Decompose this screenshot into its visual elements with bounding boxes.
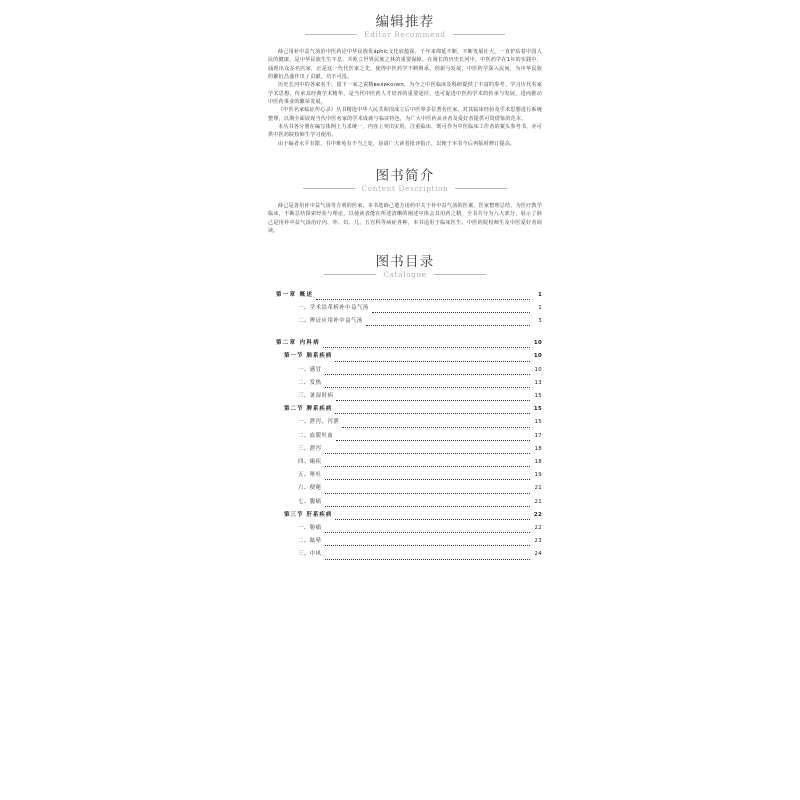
toc-entry-label: 六、便秘 [298,485,322,492]
paragraph: 历史长河中的各家名手，留下一家之说精великолеп，为今之中医临床及科研提供了丰富的参考。学习历代名家学术思想，传承其经典学术精华，是当代中医药人才培养的重要途径，也可促进中医药学术的传承与发展，进而推动中医药事业的繁荣发展。 [268,82,542,106]
toc-entry-label: 一、感冒 [298,366,322,373]
rule-left [324,274,376,275]
toc-entry-item[interactable] [268,315,542,328]
toc-entry-section[interactable] [268,509,542,522]
toc-entry-item[interactable] [268,390,542,403]
catalogue-subtitle: Catalogue [383,269,427,279]
catalogue-title: 图书目录 [375,253,435,270]
toc-dot-leader [366,324,530,326]
toc-entry-item[interactable] [268,548,542,561]
content-description-section [268,168,542,235]
toc-entry-item[interactable] [268,416,542,429]
toc-entry-item[interactable] [268,456,542,469]
toc-dot-leader [372,311,530,313]
toc-entry-label: 四、痢疾 [298,458,322,465]
rule-left [305,34,357,35]
toc-dot-leader [325,505,530,507]
content-description-title: 图书简介 [375,168,435,185]
toc-dot-leader [316,298,530,300]
toc-entry-page: 18 [534,458,542,465]
toc-entry-item[interactable] [268,364,542,377]
toc-entry-page: 15 [534,419,542,426]
toc-entry-label: 二、发热 [298,379,322,386]
toc-entry-page: 21 [534,498,542,505]
toc-dot-leader [323,346,530,348]
toc-entry-page: 17 [534,432,542,439]
toc-entry-label: 二、眩晕 [298,538,322,545]
toc-entry-page: 10 [533,353,542,360]
paragraph: 《中医名家临证传心录》丛书精选中华人民共和国成立后中医界多位著名医家，对其临床经验及学术思想进行系统整理，以期全面展现当代中医名家的学术成就与临证特色，为广大中医药从业者及爱好者提供可资借鉴的范本。 [268,107,542,122]
toc-entry-page: 24 [534,551,542,558]
toc-spacer [268,328,542,337]
content-description-heading [268,168,542,193]
toc-entry-page: 18 [534,445,542,452]
toc-entry-page: 1 [538,304,542,311]
toc-entry-item[interactable] [268,496,542,509]
editor-recommend-section [268,0,542,148]
toc-entry-item[interactable] [268,377,542,390]
editor-recommend-subtitle-row [268,30,542,39]
content-description-subtitle: Content Description [361,184,449,194]
toc-dot-leader [325,386,530,388]
editor-recommend-heading [268,14,542,39]
paragraph: 本丛书各分册在编写体例上力求统一，内容上突出实用，注重临床，既可作为中医临床工作者的案头参考书，亦可供中医药院校师生学习使用。 [268,124,542,139]
rule-right [434,274,486,275]
toc-entry-label: 五、呕吐 [298,472,322,479]
toc-entry-label: 三、泄泻 [298,445,322,452]
rule-right [453,34,505,35]
toc-entry-page: 3 [538,317,542,324]
toc-entry-item[interactable] [268,522,542,535]
paragraph: 薛己用补中益气汤治中医药论中华民族优áphic文化底蕴深，千年来绵延不断，不断发展壮大，一直护佑着中国人民的健康，是中华民族生生不息，并屹立世界民族之林的重要保障。在漫长的历史长河中，中医药学在1年的实践中，涌现出众多名医家，正是这一代代医家之先，使得中医药学不断继承、创新与发展，中医药学深入民间，为中华民族的繁衍昌盛作出了贡献，功不可没。 [268,49,542,81]
table-of-contents [268,289,542,562]
content-description-subtitle-row [268,184,542,193]
toc-dot-leader [325,558,530,560]
toc-dot-leader [335,360,530,362]
toc-entry-label: 第三节 肝系疾病 [284,511,333,518]
toc-entry-item[interactable] [268,482,542,495]
editor-recommend-subtitle: Editor Recommend [364,30,446,39]
toc-entry-page: 10 [534,366,542,373]
editor-recommend-body [268,48,542,148]
toc-entry-item[interactable] [268,443,542,456]
toc-entry-label: 第二章 内科病 [276,340,321,347]
toc-entry-label: 七、腹痛 [298,498,322,505]
toc-entry-page: 1 [537,291,542,298]
toc-entry-label: 第一章 概述 [276,291,314,298]
toc-entry-page: 10 [533,340,542,347]
toc-dot-leader [336,399,530,401]
rule-right [455,188,507,189]
toc-entry-label: 第二节 脾系疾病 [284,406,333,413]
toc-entry-chapter[interactable] [268,289,542,302]
toc-entry-page: 23 [534,538,542,545]
toc-entry-page: 21 [534,485,542,492]
toc-entry-item[interactable] [268,302,542,315]
toc-entry-label: 二、血脱吐血 [298,432,334,439]
toc-entry-label: 一、泄泻、泻泄 [298,419,340,426]
toc-dot-leader [336,439,530,441]
catalogue-subtitle-row [268,270,542,279]
toc-entry-section[interactable] [268,350,542,363]
toc-dot-leader [325,478,530,480]
toc-entry-label: 三、暑湿时病 [298,392,334,399]
toc-entry-item[interactable] [268,535,542,548]
toc-entry-item[interactable] [268,469,542,482]
toc-dot-leader [325,544,530,546]
toc-entry-label: 三、中风 [298,551,322,558]
book-detail-page [268,0,542,800]
toc-dot-leader [335,518,530,520]
toc-entry-label: 一、胁痛 [298,524,322,531]
toc-entry-page: 15 [534,392,542,399]
catalogue-heading [268,254,542,279]
editor-recommend-title: 编辑推荐 [375,14,435,30]
toc-dot-leader [342,426,530,428]
toc-entry-section[interactable] [268,403,542,416]
toc-dot-leader [325,452,530,454]
toc-dot-leader [325,373,530,375]
rule-left [303,188,355,189]
toc-dot-leader [325,531,530,533]
toc-dot-leader [325,465,530,467]
toc-entry-label: 二、辨证应用补中益气汤 [298,317,363,324]
toc-dot-leader [335,412,530,414]
toc-entry-page: 22 [534,524,542,531]
toc-entry-label: 第一节 肺系疾病 [284,353,333,360]
toc-entry-item[interactable] [268,430,542,443]
paragraph: 由于编者水平有限，书中难免有不当之处，恳请广大读者批评指正，以便于本书今后再版时修订提高。 [278,140,516,147]
content-description-body [268,202,542,235]
toc-entry-page: 22 [533,511,542,518]
toc-entry-label: 一、学术沿革析补中益气汤 [298,304,369,311]
toc-entry-chapter[interactable] [268,337,542,350]
toc-entry-page: 19 [534,472,542,479]
toc-entry-page: 15 [533,406,542,413]
catalogue-section [268,254,542,562]
toc-dot-leader [325,492,530,494]
toc-entry-page: 13 [534,379,542,386]
paragraph: 薛己是善用补中益气汤等方剂的医家，本书选薛己遣方用药中关于补中益气汤的医案，医家整理总结，为医疗教学临床，不断总结探索经验与理论，以使读者能在所述清晰的阐述中体会其用药之精。全书共分为八大部分，展示了薛己是用补中益气汤治疗内、外、妇、儿、五官科等病症各种，本书适用于临床医生、中医药院校师生及中医爱好者阅读。 [268,203,542,235]
